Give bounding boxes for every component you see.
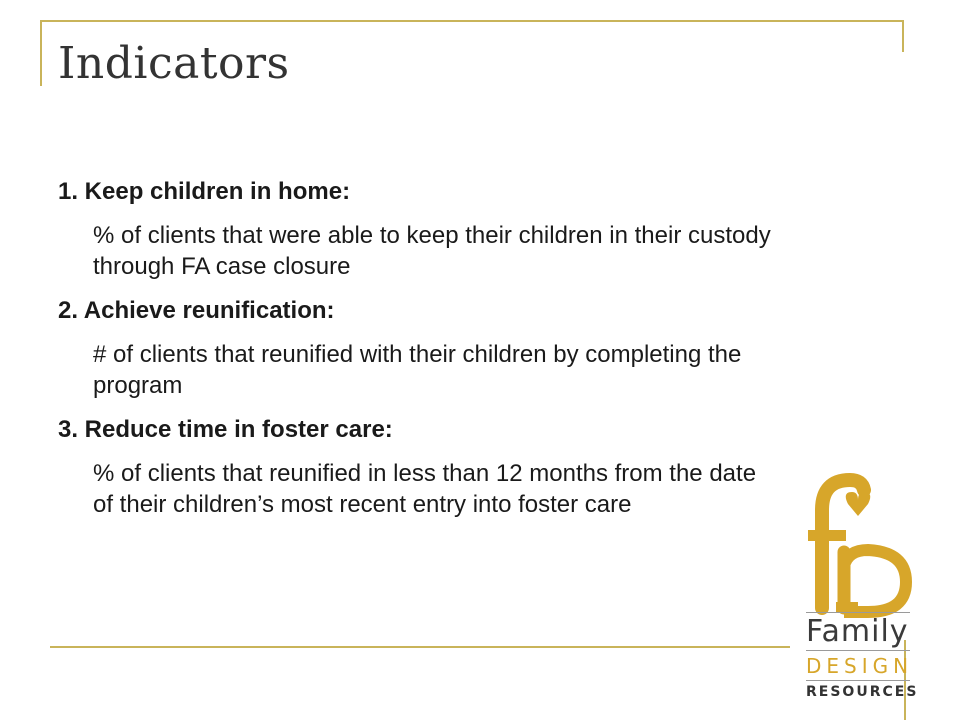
logo-divider-top (806, 612, 910, 613)
frame-right-rule (902, 20, 904, 52)
indicator-2-description: # of clients that reunified with their children by completing the program (93, 341, 742, 399)
logo-divider-bottom (806, 680, 910, 681)
logo-divider-middle (806, 650, 910, 651)
logo-design-text: DESIGN (806, 654, 914, 678)
indicator-1-heading: 1. Keep children in home: (58, 178, 351, 205)
frame-left-rule (40, 20, 42, 86)
indicator-3-heading: 3. Reduce time in foster care: (58, 416, 393, 443)
indicator-2-heading: 2. Achieve reunification: (58, 297, 335, 324)
indicator-3-description: % of clients that reunified in less than 12 months from the date of their children’s most recent entry into foster care (93, 460, 757, 518)
frame-top-rule (40, 20, 904, 22)
indicator-1-description: % of clients that were able to keep their children in their custody through FA case closure (93, 222, 771, 280)
frame-bottom-rule (50, 646, 790, 648)
logo-resources-text: RESOURCES (806, 684, 919, 700)
slide-title: Indicators (58, 38, 290, 89)
indicator-list (58, 176, 778, 533)
logo-family-text: Family (806, 614, 909, 649)
family-design-resources-logo-icon (792, 470, 918, 720)
